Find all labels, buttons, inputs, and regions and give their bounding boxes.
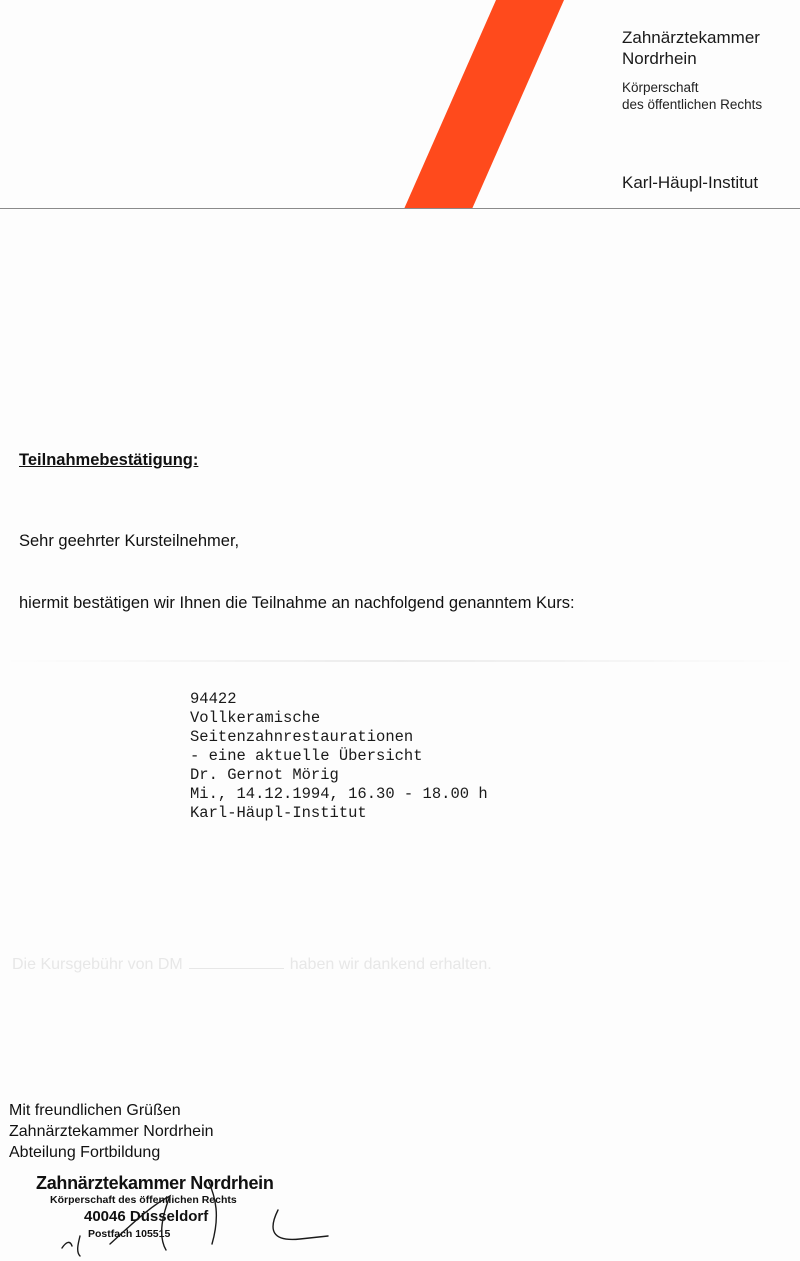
fee-note-after: haben wir dankend erhalten. (289, 956, 492, 973)
closing-organization: Zahnärztekammer Nordrhein (9, 1123, 214, 1140)
closing-department: Abteilung Fortbildung (9, 1144, 161, 1161)
closing-block (9, 1100, 214, 1163)
course-title-line3: - eine aktuelle Übersicht (190, 747, 423, 765)
course-title-line1: Vollkeramische (190, 709, 321, 727)
fee-amount-blank (189, 968, 284, 969)
org-type-line2: des öffentlichen Rechts (622, 97, 763, 112)
course-title-line2: Seitenzahnrestaurationen (190, 728, 414, 746)
course-details (190, 690, 488, 823)
stamp-subtitle: Körperschaft des öffentlichen Rechts (50, 1194, 237, 1206)
letterhead-organization (622, 27, 800, 113)
letterhead-institute: Karl-Häupl-Institut (622, 173, 759, 192)
org-name-line2: Nordrhein (622, 49, 697, 68)
org-name-line1: Zahnärztekammer (622, 28, 760, 47)
fee-note (12, 956, 492, 974)
document-title: Teilnahmebestätigung: (19, 451, 199, 469)
letterhead-divider (0, 208, 800, 209)
course-number: 94422 (190, 690, 237, 708)
org-type-line1: Körperschaft (622, 80, 699, 95)
course-speaker: Dr. Gernot Mörig (190, 766, 339, 784)
intro-text: hiermit bestätigen wir Ihnen die Teilnahme an nachfolgend genanntem Kurs: (19, 594, 575, 612)
stamp-postbox: Postfach 105515 (88, 1228, 171, 1240)
salutation: Sehr geehrter Kursteilnehmer, (19, 532, 240, 550)
paper-fold-line (0, 660, 800, 662)
closing-greeting: Mit freundlichen Grüßen (9, 1102, 181, 1119)
course-location: Karl-Häupl-Institut (190, 804, 367, 822)
letterhead-stripe (404, 0, 564, 209)
stamp-name: Zahnärztekammer Nordrhein (36, 1173, 274, 1193)
course-datetime: Mi., 14.12.1994, 16.30 - 18.00 h (190, 785, 488, 803)
handwritten-signature (40, 1166, 340, 1261)
stamp-city: 40046 Düsseldorf (84, 1208, 209, 1225)
fee-note-before: Die Kursgebühr von DM (12, 956, 183, 973)
